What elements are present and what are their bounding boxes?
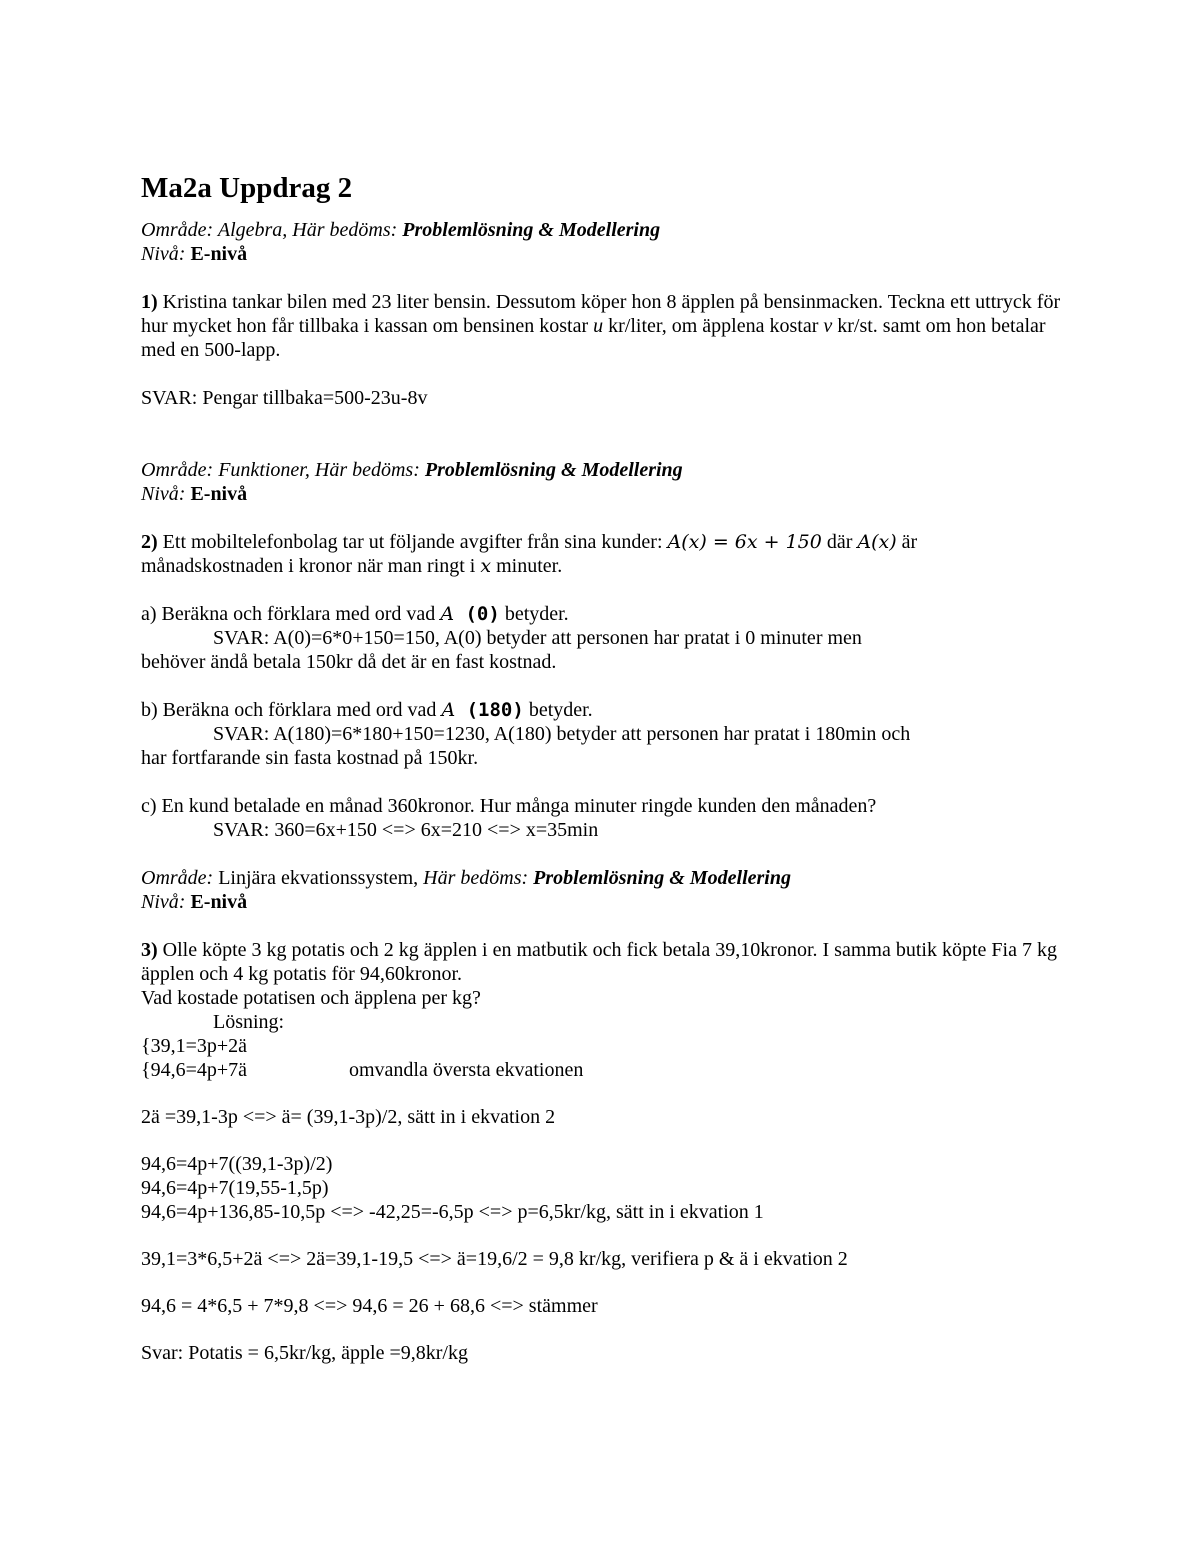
assessed-value: Problemlösning & Modellering [397,219,661,241]
question-text: kr/st. samt om hon betalar med en 500-lapp. [141,315,1046,361]
level-label: Nivå: [141,891,186,913]
question-text: är månadskostnaden i kronor när man ringt i [141,531,918,577]
question-3-ask: Vad kostade potatisen och äpplena per kg? [141,987,481,1009]
question-3 [141,938,1061,986]
level-label: Nivå: [141,243,186,265]
solution-step-2a: 94,6=4p+7((39,1-3p)/2) [141,1153,333,1175]
section-2-level-line [141,482,1061,506]
question-text: där [821,531,858,553]
question-text: a) Beräkna och förklara med ord vad [141,603,441,625]
area-label: Område: [141,867,214,889]
equation-2-line [141,1058,1061,1082]
variable-u: u [593,315,604,337]
document-title: Ma2a Uppdrag 2 [141,172,353,204]
solution-label: Lösning: [213,1011,285,1033]
section-3-area-line [141,866,1061,890]
solution-step-2b: 94,6=4p+7(19,55-1,5p) [141,1177,329,1199]
question-2 [141,530,1061,578]
function-argument: (0) [454,603,500,625]
question-2c: c) En kund betalade en månad 360kronor. Hur många minuter ringde kunden den månaden? [141,795,877,817]
area-value: Linjära ekvationssystem, [213,867,424,889]
question-text: b) Beräkna och förklara med ord vad [141,699,442,721]
function-a: A [440,603,455,625]
question-text: Kristina tankar bilen med 23 liter bensin. Dessutom köper hon 8 äpplen på bensinmacken. Teckna ett uttryck för hur mycket hon får tillbaka i kassan om bensinen kostar [141,291,1061,337]
question-text: Ett mobiltelefonbolag tar ut följande avgifter från sina kunder: [157,531,668,553]
question-2a-answer: SVAR: A(0)=6*0+150=150, A(0) betyder att personen har pratat i 0 minuter men [213,627,862,649]
area-label: Område: [141,219,214,241]
variable-x: x [480,555,492,577]
question-text: betyder. [499,603,569,625]
question-2c-answer: SVAR: 360=6x+150 <=> 6x=210 <=> x=35min [213,819,599,841]
area-value: Funktioner, [213,459,315,481]
question-2a [141,602,1061,626]
level-value: E-nivå [185,483,248,505]
function-a: A [441,699,456,721]
cost-formula: A(x) = 6x + 150 [667,531,822,553]
section-2-area-line [141,458,1061,482]
question-number: 2) [141,531,158,553]
question-2a-answer-cont: behöver ändå betala 150kr då det är en fast kostnad. [141,651,557,673]
level-label: Nivå: [141,483,186,505]
solution-step-4: 94,6 = 4*6,5 + 7*9,8 <=> 94,6 = 26 + 68,6 <=> stämmer [141,1295,598,1317]
question-text: minuter. [491,555,563,577]
function-ax: A(x) [857,531,897,553]
question-text: Olle köpte 3 kg potatis och 2 kg äpplen i en matbutik och fick betala 39,10kronor. I samma butik köpte Fia 7 kg äpplen och 4 kg potatis för 94,60kronor. [141,939,1057,985]
function-argument: (180) [455,699,524,721]
solution-step-2c: 94,6=4p+136,85-10,5p <=> -42,25=-6,5p <=> p=6,5kr/kg, sätt in i ekvation 1 [141,1201,764,1223]
question-2b-answer: SVAR: A(180)=6*180+150=1230, A(180) betyder att personen har pratat i 180min och [213,723,911,745]
question-1-answer: SVAR: Pengar tillbaka=500-23u-8v [141,387,428,409]
assessed-label: Här bedöms: [314,459,420,481]
document-page [141,170,1061,1365]
section-1-area-line [141,218,1061,242]
level-value: E-nivå [185,891,248,913]
question-1 [141,290,1061,362]
assessed-label: Här bedöms: [423,867,529,889]
assessed-label: Här bedöms: [292,219,398,241]
assessed-value: Problemlösning & Modellering [528,867,791,889]
equation-2: {94,6=4p+7ä [141,1059,248,1081]
equation-1: {39,1=3p+2ä [141,1035,248,1057]
question-number: 1) [141,291,158,313]
level-value: E-nivå [185,243,248,265]
equation-note: omvandla översta ekvationen [349,1059,584,1081]
question-number: 3) [141,939,158,961]
area-label: Område: [141,459,214,481]
solution-step-3: 39,1=3*6,5+2ä <=> 2ä=39,1-19,5 <=> ä=19,6/2 = 9,8 kr/kg, verifiera p & ä i ekvation 2 [141,1248,848,1270]
question-text: kr/liter, om äpplena kostar [603,315,824,337]
variable-v: v [823,315,833,337]
assessed-value: Problemlösning & Modellering [419,459,683,481]
question-2b-answer-cont: har fortfarande sin fasta kostnad på 150kr. [141,747,479,769]
question-3-answer: Svar: Potatis = 6,5kr/kg, äpple =9,8kr/kg [141,1342,468,1364]
question-2b [141,698,1061,722]
question-text: betyder. [523,699,593,721]
solution-step-1: 2ä =39,1-3p <=> ä= (39,1-3p)/2, sätt in i ekvation 2 [141,1106,556,1128]
section-1-level-line [141,242,1061,266]
section-3-level-line [141,890,1061,914]
area-value: Algebra, [213,219,293,241]
